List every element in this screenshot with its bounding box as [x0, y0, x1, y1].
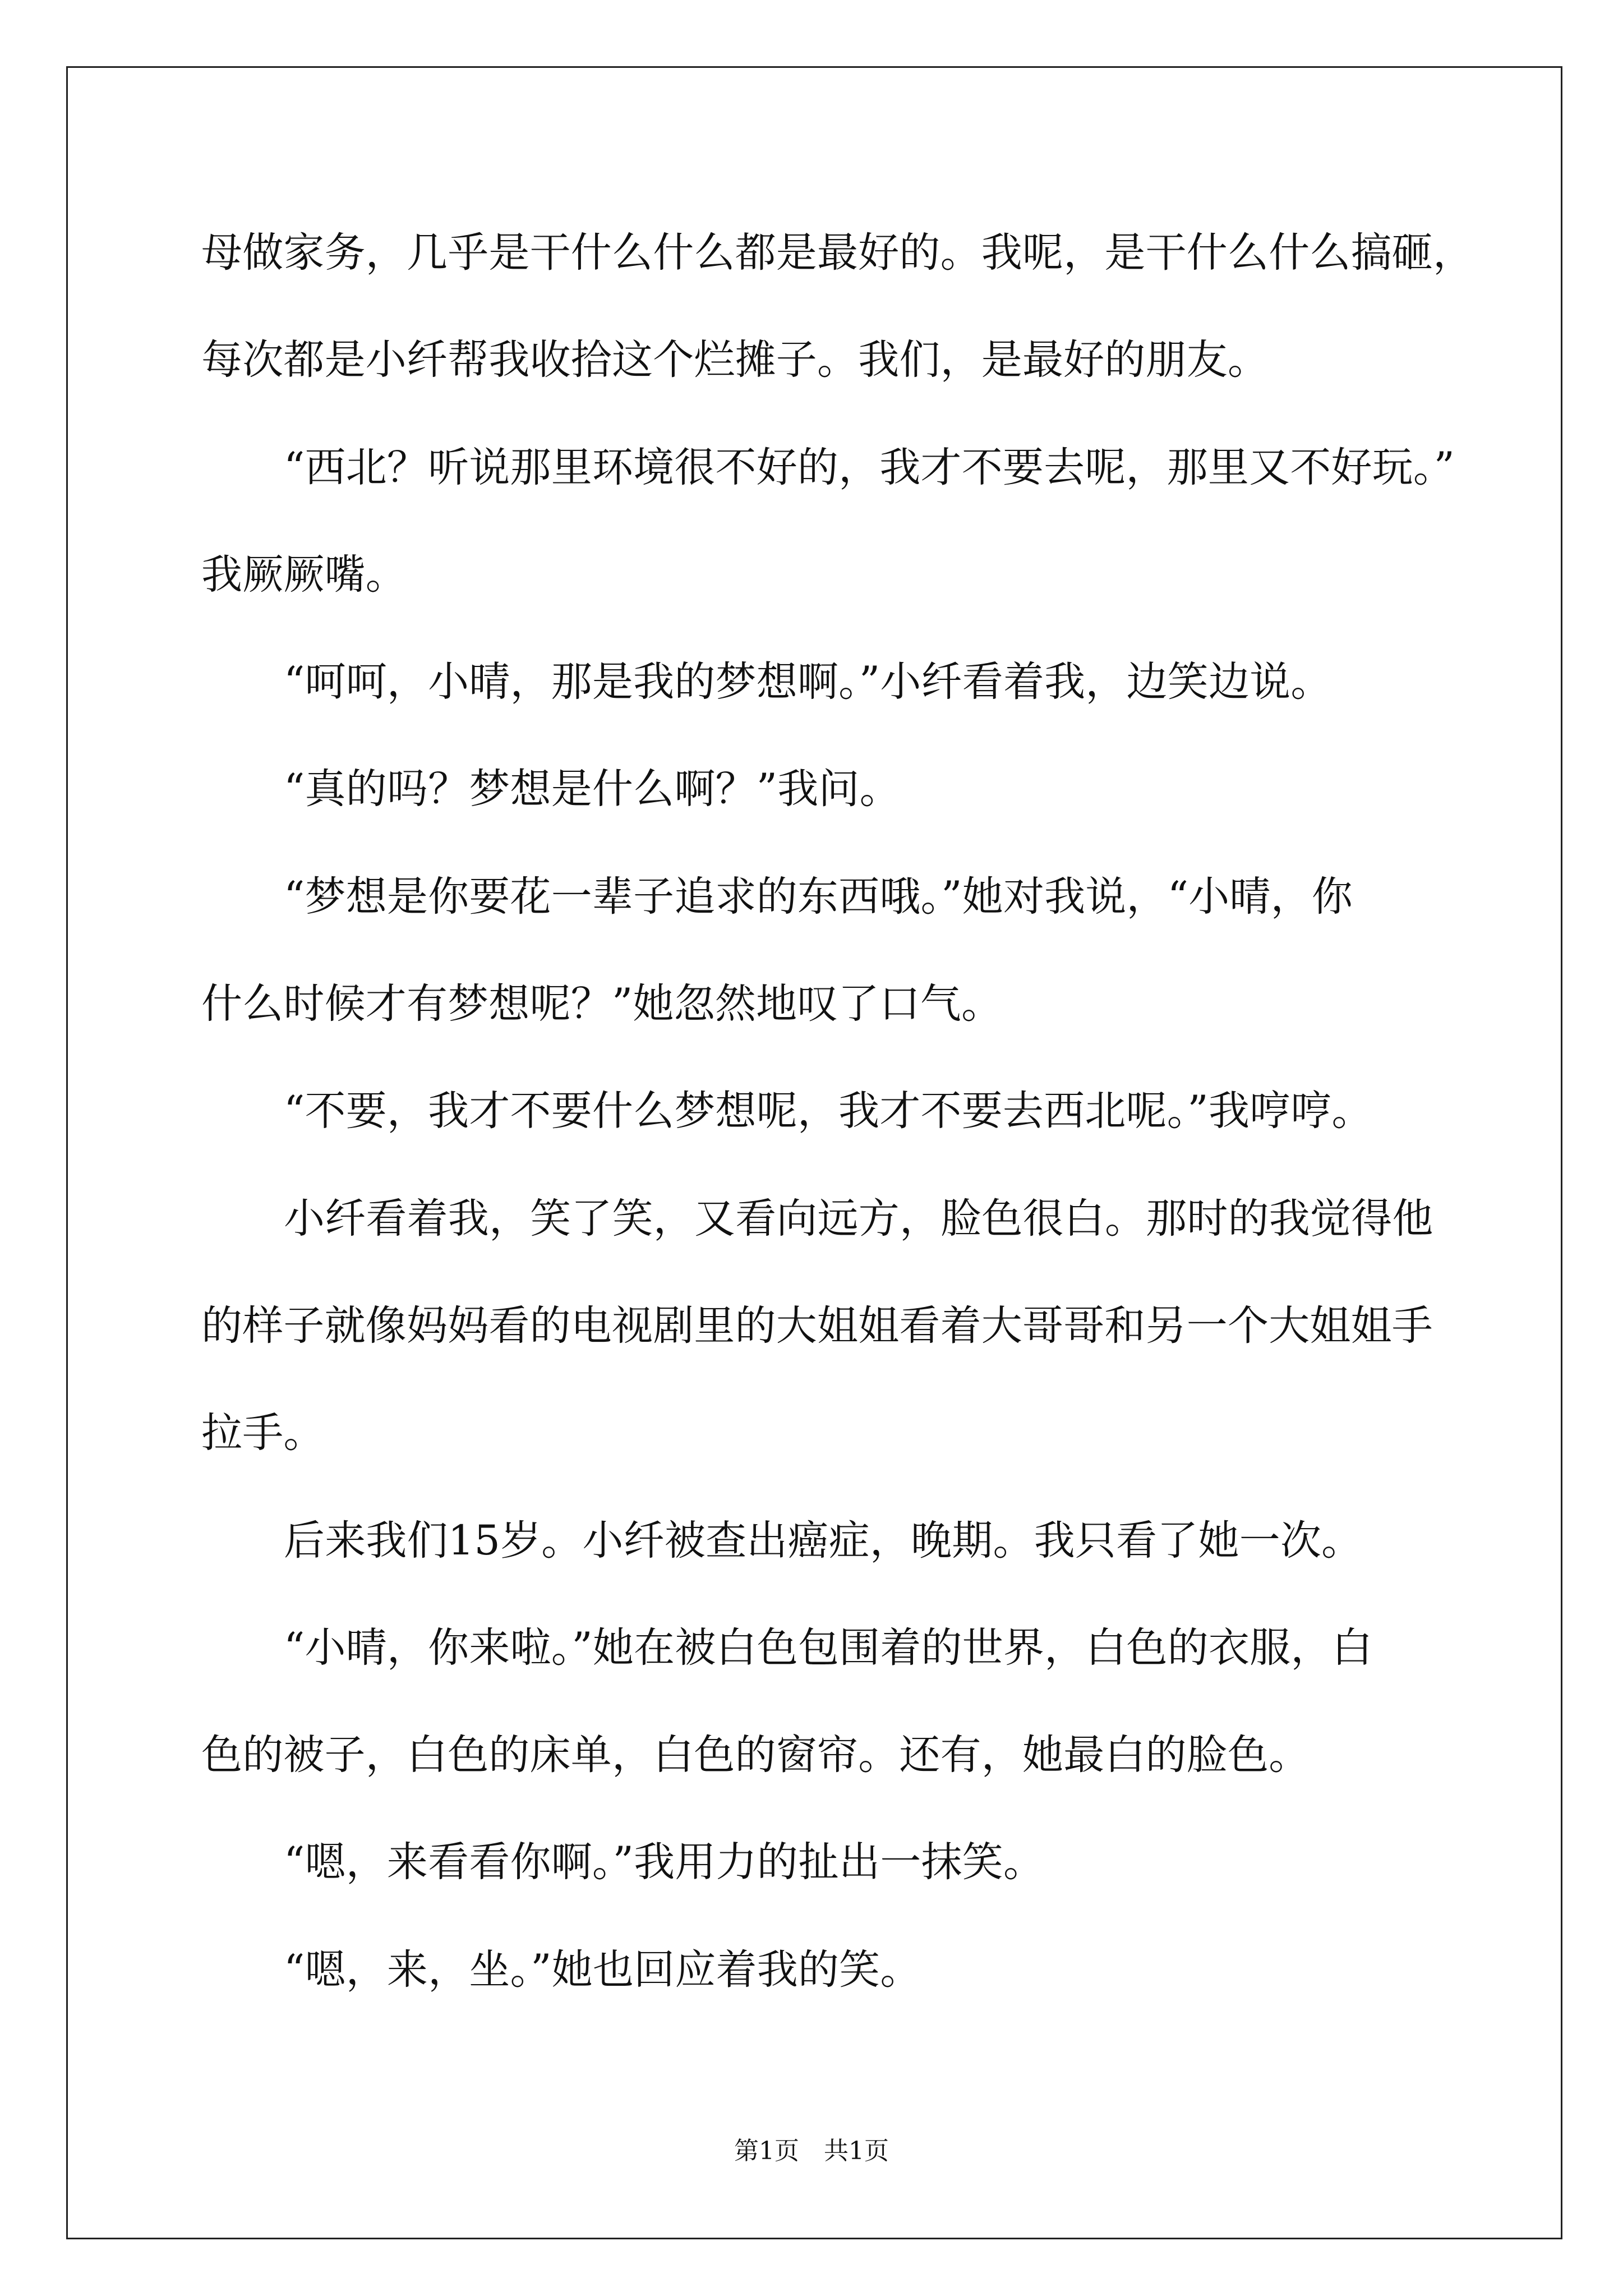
page-footer: 第1页 共1页 — [734, 2137, 889, 2165]
text-line: 每次都是小纤帮我收拾这个烂摊子。我们，是最好的朋友。 — [201, 336, 1269, 384]
text-line: “西北？听说那里环境很不好的，我才不要去呢，那里又不好玩。” — [284, 443, 1455, 491]
text-line: “嗯，来看看你啊。”我用力的扯出一抹笑。 — [284, 1838, 1045, 1887]
document-body — [201, 199, 1536, 2023]
text-line: “真的吗？梦想是什么啊？”我问。 — [284, 765, 901, 813]
text-line: “呵呵，小晴，那是我的梦想啊。”小纤看着我，边笑边说。 — [284, 658, 1332, 706]
text-line: 母做家务，几乎是干什么什么都是最好的。我呢，是干什么什么搞砸， — [201, 229, 1474, 277]
text-line: 拉手。 — [201, 1409, 325, 1457]
text-line: 后来我们15岁。小纤被查出癌症，晚期。我只看了她一次。 — [284, 1516, 1363, 1565]
text-line: “小晴，你来啦。”她在被白色包围着的世界，白色的衣服，白 — [284, 1623, 1373, 1672]
text-line: “不要，我才不要什么梦想呢，我才不要去西北呢。”我哼哼。 — [284, 1087, 1373, 1135]
text-line: “嗯，来，坐。”她也回应着我的笑。 — [284, 1945, 921, 1994]
text-line: 的样子就像妈妈看的电视剧里的大姐姐看着大哥哥和另一个大姐姐手 — [201, 1301, 1433, 1350]
text-line: 色的被子，白色的床单，白色的窗帘。还有，她最白的脸色。 — [201, 1731, 1310, 1779]
text-line: 小纤看着我，笑了笑，又看向远方，脸色很白。那时的我觉得他 — [284, 1194, 1433, 1243]
text-line: “梦想是你要花一辈子追求的东西哦。”她对我说，“小晴，你 — [284, 872, 1353, 921]
text-line: 什么时候才有梦想呢？”她忽然地叹了口气。 — [201, 980, 1003, 1028]
text-line: 我厥厥嘴。 — [201, 550, 407, 599]
